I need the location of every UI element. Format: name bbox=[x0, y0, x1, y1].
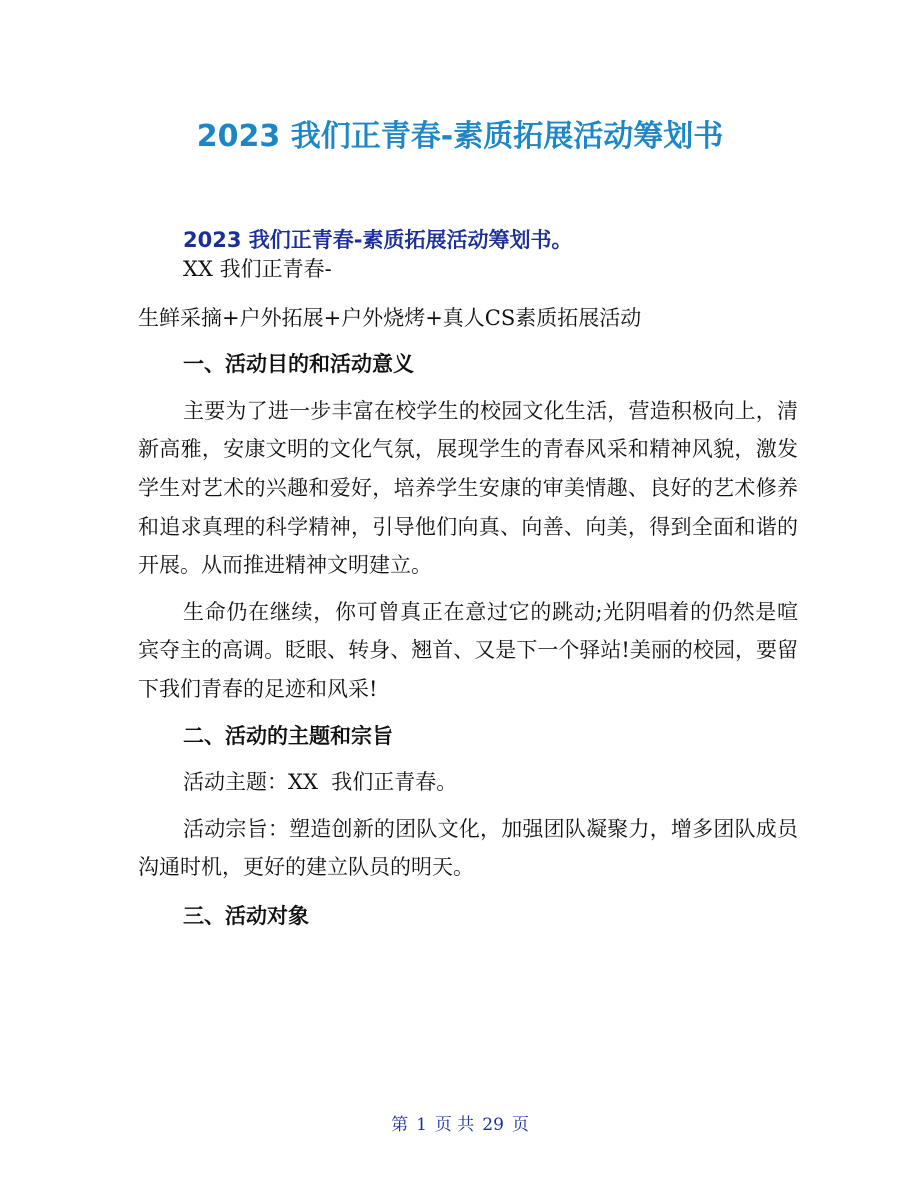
intro-line-1: XX 我们正青春- bbox=[183, 257, 332, 281]
footer-page-number: 1 bbox=[416, 1115, 427, 1135]
section-1-heading: 一、活动目的和活动意义 bbox=[183, 352, 414, 377]
section-3-heading: 三、活动对象 bbox=[183, 903, 309, 928]
section-1-paragraph-2: 生命仍在继续，你可曾真正在意过它的跳动;光阴唱着的仍然是喧宾夺主的高调。眨眼、转身、翘首、又是下一个驿站!美丽的校园，要留下我们青春的足迹和风采! bbox=[138, 599, 798, 701]
footer-mid: 页 共 bbox=[434, 1115, 475, 1135]
document-title: 2023 我们正青春-素质拓展活动筹划书 bbox=[196, 119, 724, 154]
section-2-purpose: 活动宗旨：塑造创新的团队文化，加强团队凝聚力，增多团队成员沟通时机，更好的建立队员的明天。 bbox=[138, 816, 798, 880]
section-1-paragraph-1: 主要为了进一步丰富在校学生的校园文化生活，营造积极向上，清新高雅，安康文明的文化气氛，展现学生的青春风采和精神风貌，激发学生对艺术的兴趣和爱好，培养学生安康的审美情趣、良好的艺术修养和追求真理的科学精神，引导他们向真、向善、向美，得到全面和谐的开展。从而推进精神文明建立。 bbox=[138, 398, 798, 578]
intro-line-2: 生鲜采摘+户外拓展+户外烧烤+真人CS素质拓展活动 bbox=[138, 305, 642, 330]
footer-suffix: 页 bbox=[511, 1115, 529, 1135]
document-body bbox=[138, 250, 798, 936]
footer-prefix: 第 bbox=[391, 1115, 409, 1135]
page-footer bbox=[0, 1112, 920, 1138]
section-2-theme: 活动主题：XX 我们正青春。 bbox=[183, 770, 458, 795]
section-2-heading: 二、活动的主题和宗旨 bbox=[183, 723, 393, 748]
document-subtitle: 2023 我们正青春-素质拓展活动筹划书。 bbox=[183, 228, 573, 252]
footer-total-pages: 29 bbox=[482, 1115, 504, 1135]
